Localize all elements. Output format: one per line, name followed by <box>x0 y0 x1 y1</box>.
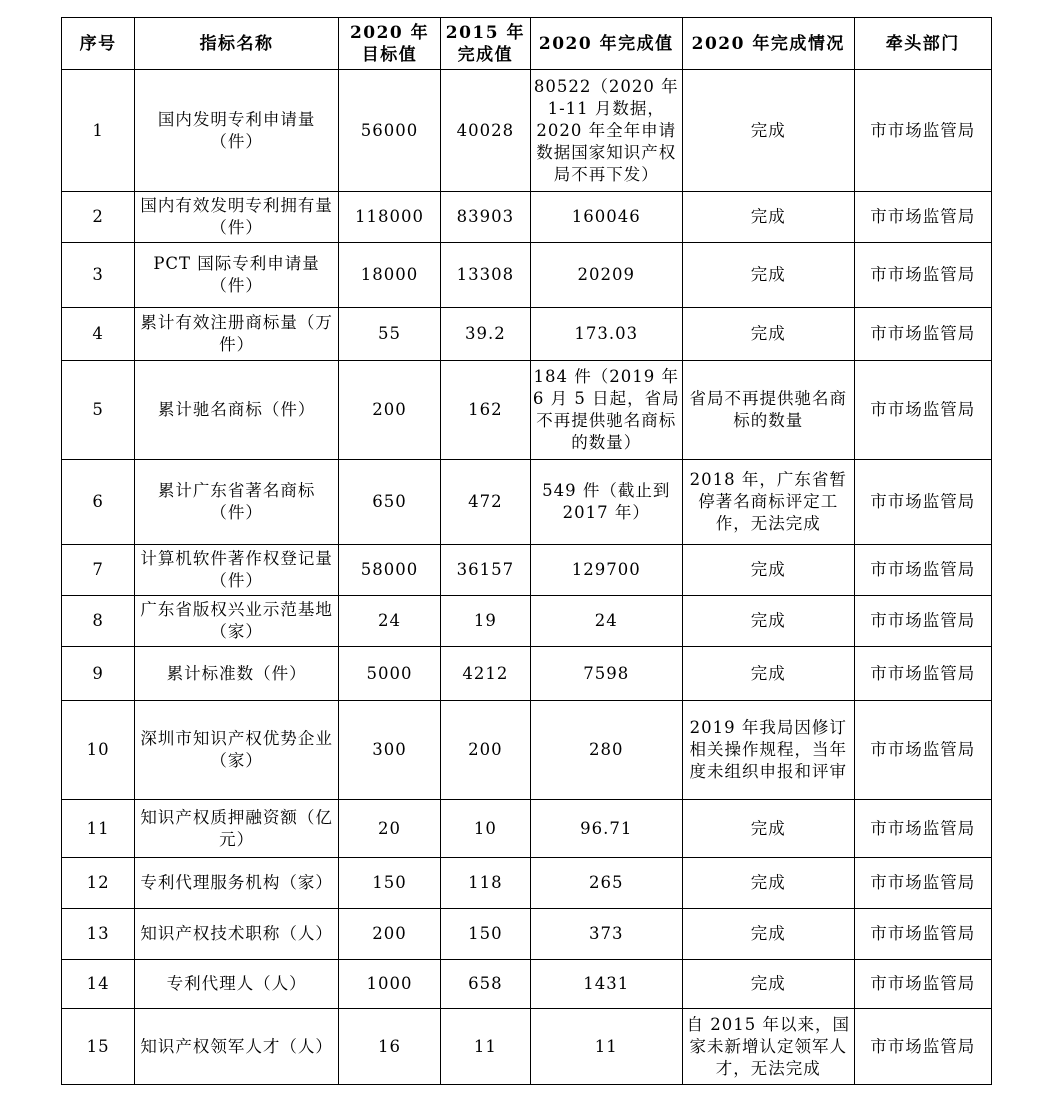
cell-done: 1431 <box>530 960 682 1009</box>
cell-name: 累计广东省著名商标（件） <box>135 460 339 545</box>
cell-done: 96.71 <box>530 800 682 858</box>
cell-target: 24 <box>338 596 440 647</box>
cell-name: 累计标准数（件） <box>135 647 339 701</box>
cell-dept: 市市场监管局 <box>854 308 991 361</box>
cell-target: 55 <box>338 308 440 361</box>
table-row <box>62 800 992 858</box>
table-row <box>62 70 992 192</box>
cell-seq: 5 <box>62 361 135 460</box>
cell-dept: 市市场监管局 <box>854 909 991 960</box>
cell-target: 20 <box>338 800 440 858</box>
cell-dept: 市市场监管局 <box>854 647 991 701</box>
cell-done: 20209 <box>530 243 682 308</box>
cell-seq: 7 <box>62 545 135 596</box>
cell-status: 完成 <box>682 70 854 192</box>
cell-target: 300 <box>338 701 440 800</box>
cell-dept: 市市场监管局 <box>854 701 991 800</box>
header-target: 2020 年目标值 <box>338 18 440 70</box>
cell-target: 58000 <box>338 545 440 596</box>
header-dept: 牵头部门 <box>854 18 991 70</box>
cell-base: 150 <box>441 909 530 960</box>
cell-dept: 市市场监管局 <box>854 460 991 545</box>
cell-name: 累计有效注册商标量（万件） <box>135 308 339 361</box>
cell-base: 200 <box>441 701 530 800</box>
cell-dept: 市市场监管局 <box>854 1009 991 1085</box>
cell-name: 广东省版权兴业示范基地（家） <box>135 596 339 647</box>
cell-status: 2018 年，广东省暂停著名商标评定工作，无法完成 <box>682 460 854 545</box>
cell-status: 自 2015 年以来，国家未新增认定领军人才，无法完成 <box>682 1009 854 1085</box>
cell-done: 7598 <box>530 647 682 701</box>
cell-status: 完成 <box>682 243 854 308</box>
cell-target: 650 <box>338 460 440 545</box>
cell-dept: 市市场监管局 <box>854 960 991 1009</box>
cell-status: 完成 <box>682 545 854 596</box>
cell-target: 200 <box>338 909 440 960</box>
cell-dept: 市市场监管局 <box>854 596 991 647</box>
table-row <box>62 308 992 361</box>
cell-seq: 12 <box>62 858 135 909</box>
cell-done: 80522（2020 年 1-11 月数据，2020 年全年申请数据国家知识产权局不再下发） <box>530 70 682 192</box>
cell-status: 完成 <box>682 800 854 858</box>
table-row <box>62 1009 992 1085</box>
cell-seq: 4 <box>62 308 135 361</box>
cell-seq: 11 <box>62 800 135 858</box>
cell-target: 150 <box>338 858 440 909</box>
cell-dept: 市市场监管局 <box>854 70 991 192</box>
cell-seq: 6 <box>62 460 135 545</box>
cell-base: 472 <box>441 460 530 545</box>
header-row <box>62 18 992 70</box>
cell-status: 完成 <box>682 308 854 361</box>
cell-target: 1000 <box>338 960 440 1009</box>
table-row <box>62 701 992 800</box>
cell-name: 专利代理服务机构（家） <box>135 858 339 909</box>
cell-seq: 3 <box>62 243 135 308</box>
cell-done: 184 件（2019 年 6 月 5 日起，省局不再提供驰名商标的数量） <box>530 361 682 460</box>
cell-name: 累计驰名商标（件） <box>135 361 339 460</box>
cell-status: 完成 <box>682 596 854 647</box>
table-row <box>62 460 992 545</box>
cell-base: 162 <box>441 361 530 460</box>
cell-base: 40028 <box>441 70 530 192</box>
cell-seq: 14 <box>62 960 135 1009</box>
header-base: 2015 年完成值 <box>441 18 530 70</box>
cell-status: 省局不再提供驰名商标的数量 <box>682 361 854 460</box>
cell-dept: 市市场监管局 <box>854 361 991 460</box>
cell-done: 265 <box>530 858 682 909</box>
cell-seq: 8 <box>62 596 135 647</box>
cell-seq: 1 <box>62 70 135 192</box>
cell-status: 2019 年我局因修订相关操作规程，当年度未组织申报和评审 <box>682 701 854 800</box>
table-row <box>62 361 992 460</box>
cell-dept: 市市场监管局 <box>854 545 991 596</box>
header-name: 指标名称 <box>135 18 339 70</box>
cell-done: 549 件（截止到 2017 年） <box>530 460 682 545</box>
cell-seq: 10 <box>62 701 135 800</box>
cell-done: 11 <box>530 1009 682 1085</box>
cell-seq: 15 <box>62 1009 135 1085</box>
cell-name: 专利代理人（人） <box>135 960 339 1009</box>
cell-base: 83903 <box>441 192 530 243</box>
cell-target: 118000 <box>338 192 440 243</box>
table-row <box>62 192 992 243</box>
table-row <box>62 960 992 1009</box>
cell-done: 24 <box>530 596 682 647</box>
cell-seq: 2 <box>62 192 135 243</box>
cell-target: 18000 <box>338 243 440 308</box>
cell-target: 16 <box>338 1009 440 1085</box>
cell-done: 173.03 <box>530 308 682 361</box>
cell-target: 5000 <box>338 647 440 701</box>
cell-base: 658 <box>441 960 530 1009</box>
cell-done: 129700 <box>530 545 682 596</box>
header-done: 2020 年完成值 <box>530 18 682 70</box>
cell-target: 56000 <box>338 70 440 192</box>
cell-base: 36157 <box>441 545 530 596</box>
cell-seq: 13 <box>62 909 135 960</box>
cell-seq: 9 <box>62 647 135 701</box>
cell-dept: 市市场监管局 <box>854 192 991 243</box>
cell-base: 11 <box>441 1009 530 1085</box>
cell-base: 4212 <box>441 647 530 701</box>
cell-done: 160046 <box>530 192 682 243</box>
header-seq: 序号 <box>62 18 135 70</box>
cell-status: 完成 <box>682 647 854 701</box>
cell-target: 200 <box>338 361 440 460</box>
cell-name: 深圳市知识产权优势企业（家） <box>135 701 339 800</box>
cell-base: 118 <box>441 858 530 909</box>
cell-name: 知识产权质押融资额（亿元） <box>135 800 339 858</box>
cell-done: 280 <box>530 701 682 800</box>
cell-status: 完成 <box>682 192 854 243</box>
cell-name: PCT 国际专利申请量（件） <box>135 243 339 308</box>
cell-dept: 市市场监管局 <box>854 858 991 909</box>
cell-name: 计算机软件著作权登记量（件） <box>135 545 339 596</box>
cell-name: 国内有效发明专利拥有量（件） <box>135 192 339 243</box>
table-row <box>62 545 992 596</box>
cell-dept: 市市场监管局 <box>854 800 991 858</box>
indicator-table <box>61 17 992 1085</box>
cell-status: 完成 <box>682 909 854 960</box>
table-row <box>62 596 992 647</box>
table-row <box>62 858 992 909</box>
cell-done: 373 <box>530 909 682 960</box>
cell-name: 知识产权技术职称（人） <box>135 909 339 960</box>
header-status: 2020 年完成情况 <box>682 18 854 70</box>
cell-dept: 市市场监管局 <box>854 243 991 308</box>
cell-name: 国内发明专利申请量（件） <box>135 70 339 192</box>
cell-base: 19 <box>441 596 530 647</box>
cell-base: 39.2 <box>441 308 530 361</box>
cell-status: 完成 <box>682 960 854 1009</box>
table-row <box>62 243 992 308</box>
table-row <box>62 909 992 960</box>
cell-base: 13308 <box>441 243 530 308</box>
cell-status: 完成 <box>682 858 854 909</box>
cell-name: 知识产权领军人才（人） <box>135 1009 339 1085</box>
cell-base: 10 <box>441 800 530 858</box>
table-row <box>62 647 992 701</box>
